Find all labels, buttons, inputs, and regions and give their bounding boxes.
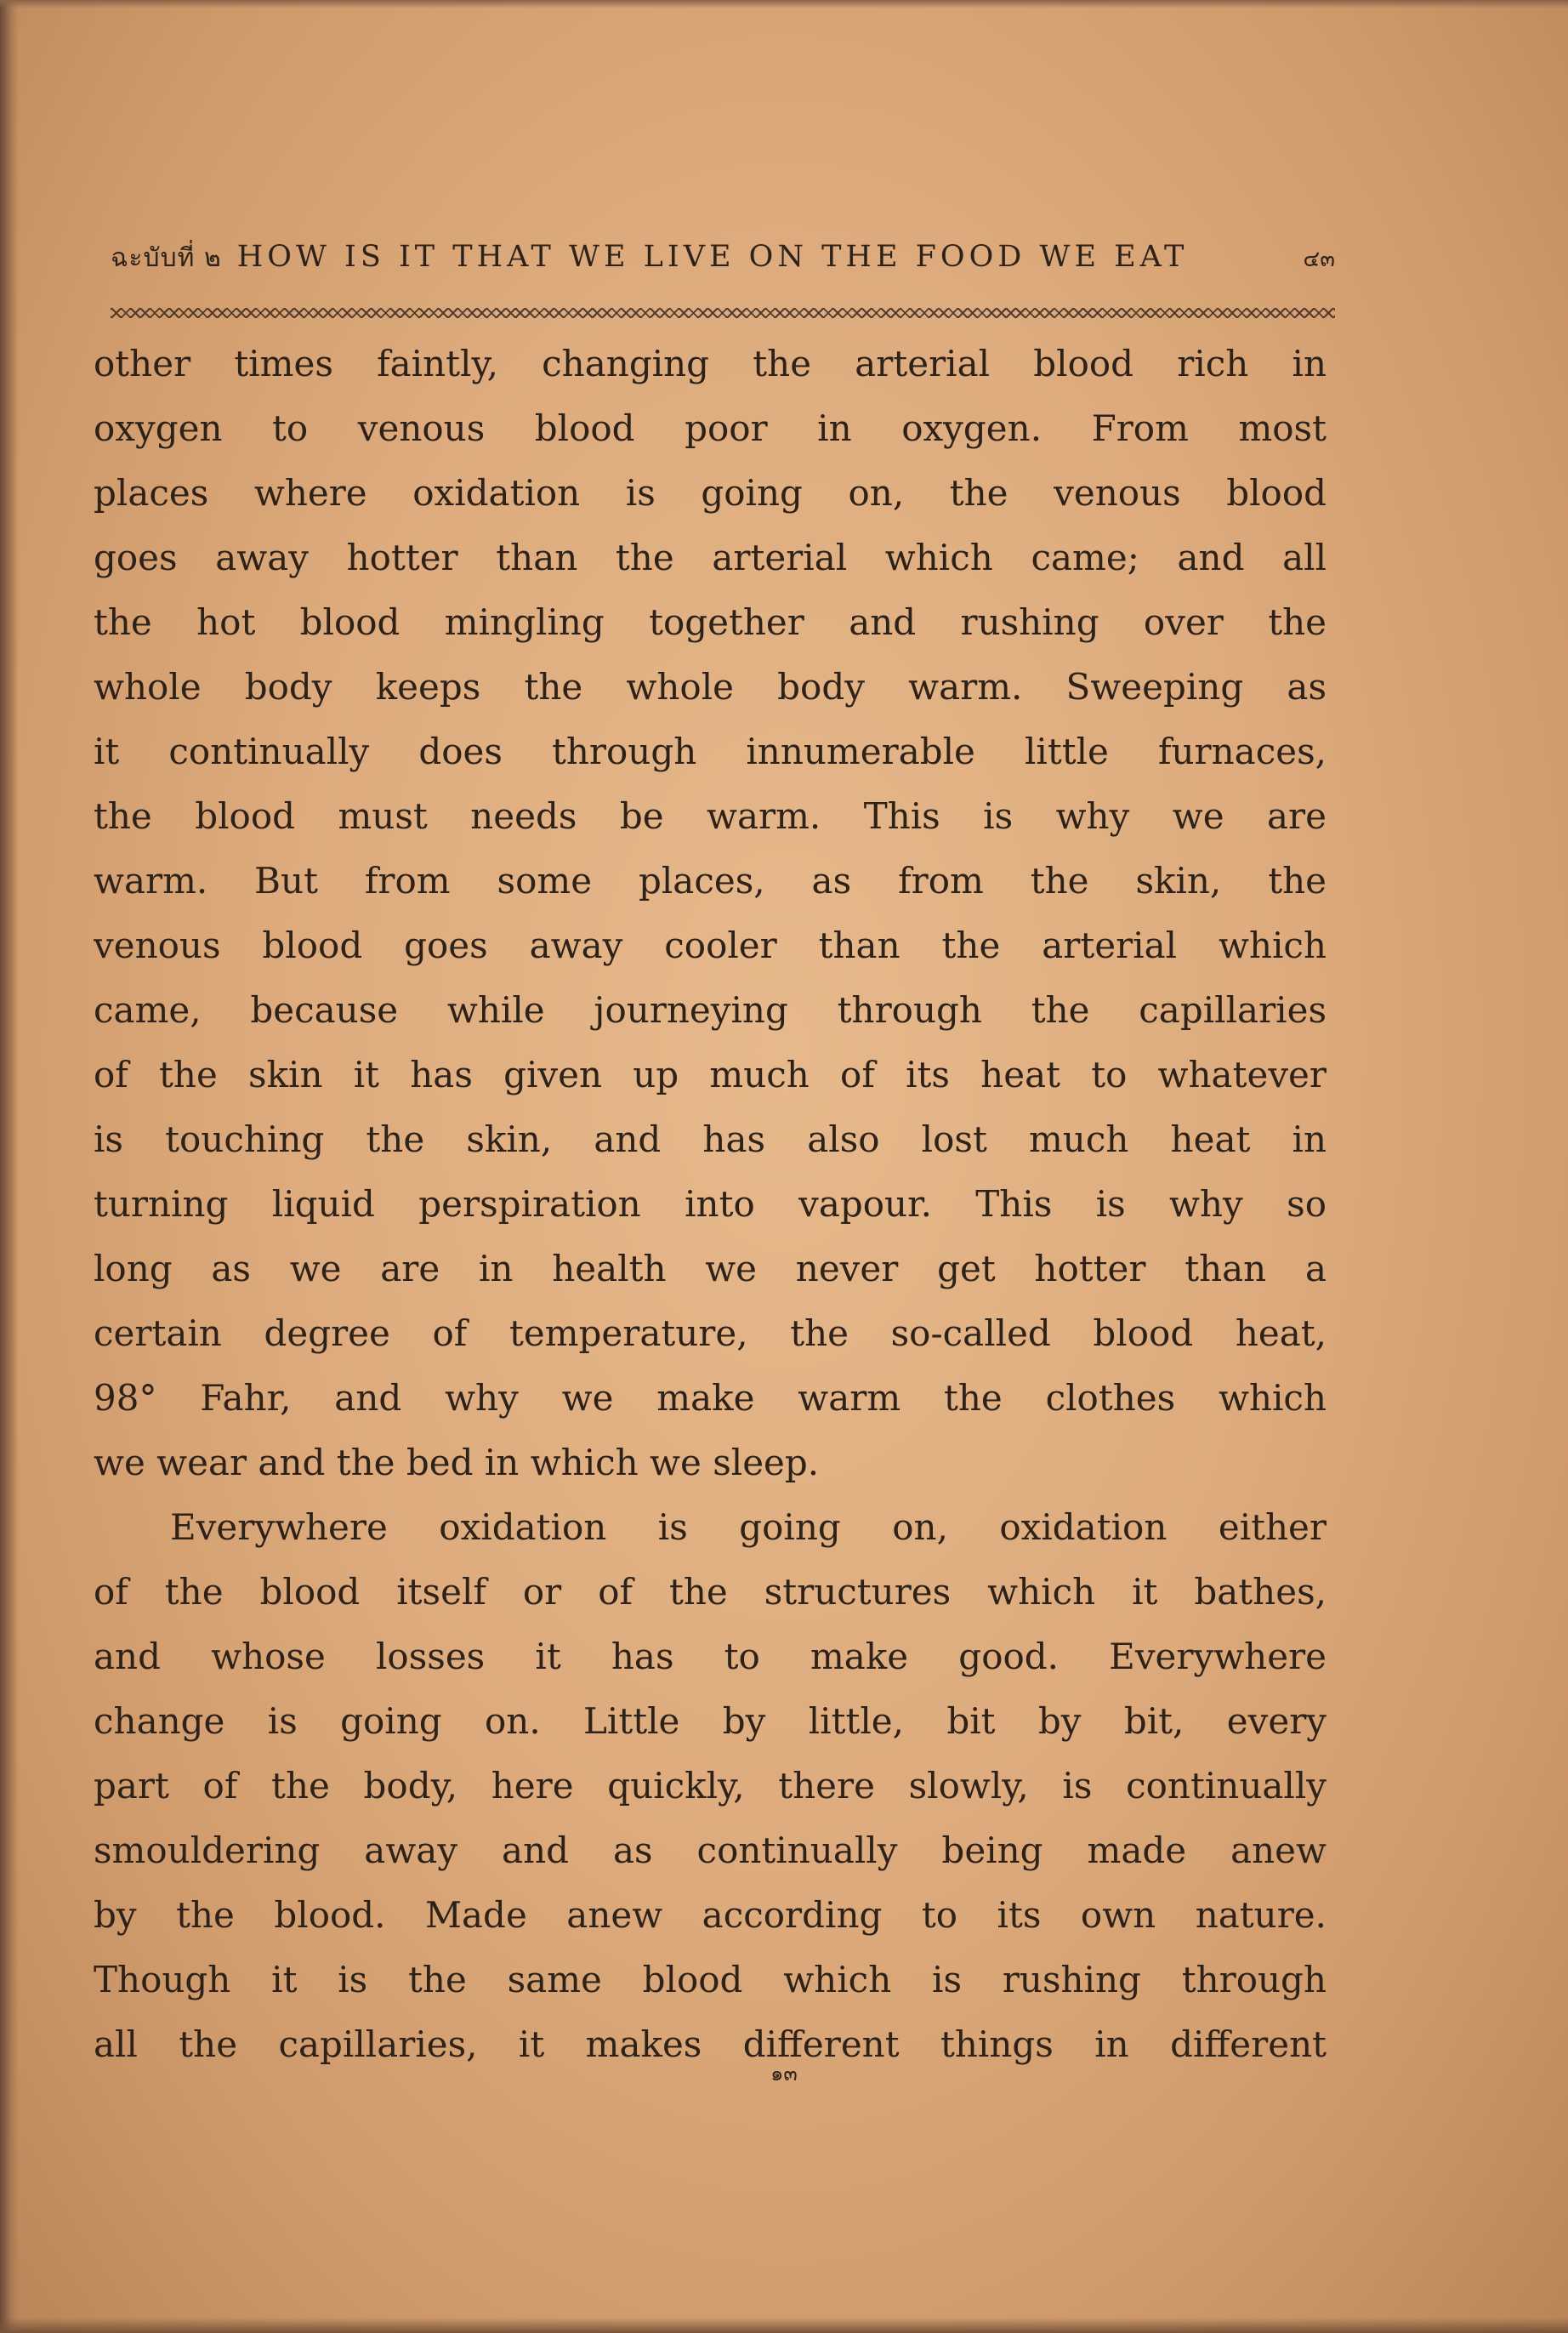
text-line: places where oxidation is going on, the venous blood xyxy=(94,472,1327,514)
header-page-number: ๔๓ xyxy=(1303,247,1335,272)
paragraph xyxy=(94,332,1327,1495)
text-line: long as we are in health we never get hotter than a xyxy=(94,1248,1327,1289)
text-line: smouldering away and as continually being made anew xyxy=(94,1829,1327,1871)
text-line: part of the body, here quickly, there slowly, is continually xyxy=(94,1765,1327,1807)
text-line: warm. But from some places, as from the skin, the xyxy=(94,860,1327,902)
body-text xyxy=(94,332,1327,2077)
text-line: it continually does through innumerable little furnaces, xyxy=(94,731,1327,772)
chapter-label: ฉะบับที่ ๒ xyxy=(111,243,222,273)
text-line: turning liquid perspiration into vapour. This is why so xyxy=(94,1183,1327,1225)
page-edge-top xyxy=(0,0,1568,9)
text-line: certain degree of temperature, the so-called blood heat, xyxy=(94,1312,1327,1354)
text-line: Though it is the same blood which is rushing through xyxy=(94,1959,1327,2000)
page-edge-bottom xyxy=(0,2318,1568,2333)
running-header xyxy=(111,238,1335,278)
text-line: came, because while journeying through the capillaries xyxy=(94,989,1327,1031)
header-divider xyxy=(111,308,1335,318)
page-number: ๑๓ xyxy=(770,2062,798,2085)
paragraph xyxy=(94,1495,1327,2077)
text-line: of the skin it has given up much of its heat to whatever xyxy=(94,1054,1327,1095)
text-line: whole body keeps the whole body warm. Sweeping as xyxy=(94,666,1327,708)
text-line: the blood must needs be warm. This is why we are xyxy=(94,795,1327,837)
text-line: of the blood itself or of the structures which it bathes, xyxy=(94,1571,1327,1613)
text-line: Everywhere oxidation is going on, oxidation either xyxy=(170,1506,1327,1548)
page-edge xyxy=(0,0,19,2333)
text-line: oxygen to venous blood poor in oxygen. From most xyxy=(94,407,1327,449)
running-title: HOW IS IT THAT WE LIVE ON THE FOOD WE EAT xyxy=(236,240,1189,274)
text-line: is touching the skin, and has also lost much heat in xyxy=(94,1118,1327,1160)
text-line: goes away hotter than the arterial which came; and all xyxy=(94,537,1327,578)
text-line: we wear and the bed in which we sleep. xyxy=(94,1442,820,1483)
text-line: 98° Fahr, and why we make warm the clothes which xyxy=(94,1377,1327,1419)
text-line: the hot blood mingling together and rushing over the xyxy=(94,601,1327,643)
text-line: and whose losses it has to make good. Everywhere xyxy=(94,1636,1327,1677)
text-line: change is going on. Little by little, bit by bit, every xyxy=(94,1700,1327,1742)
text-line: by the blood. Made anew according to its own nature. xyxy=(94,1894,1327,1936)
text-line: all the capillaries, it makes different things in different xyxy=(94,2023,1327,2065)
text-line: venous blood goes away cooler than the arterial which xyxy=(94,925,1327,966)
text-line: other times faintly, changing the arterial blood rich in xyxy=(94,343,1327,384)
